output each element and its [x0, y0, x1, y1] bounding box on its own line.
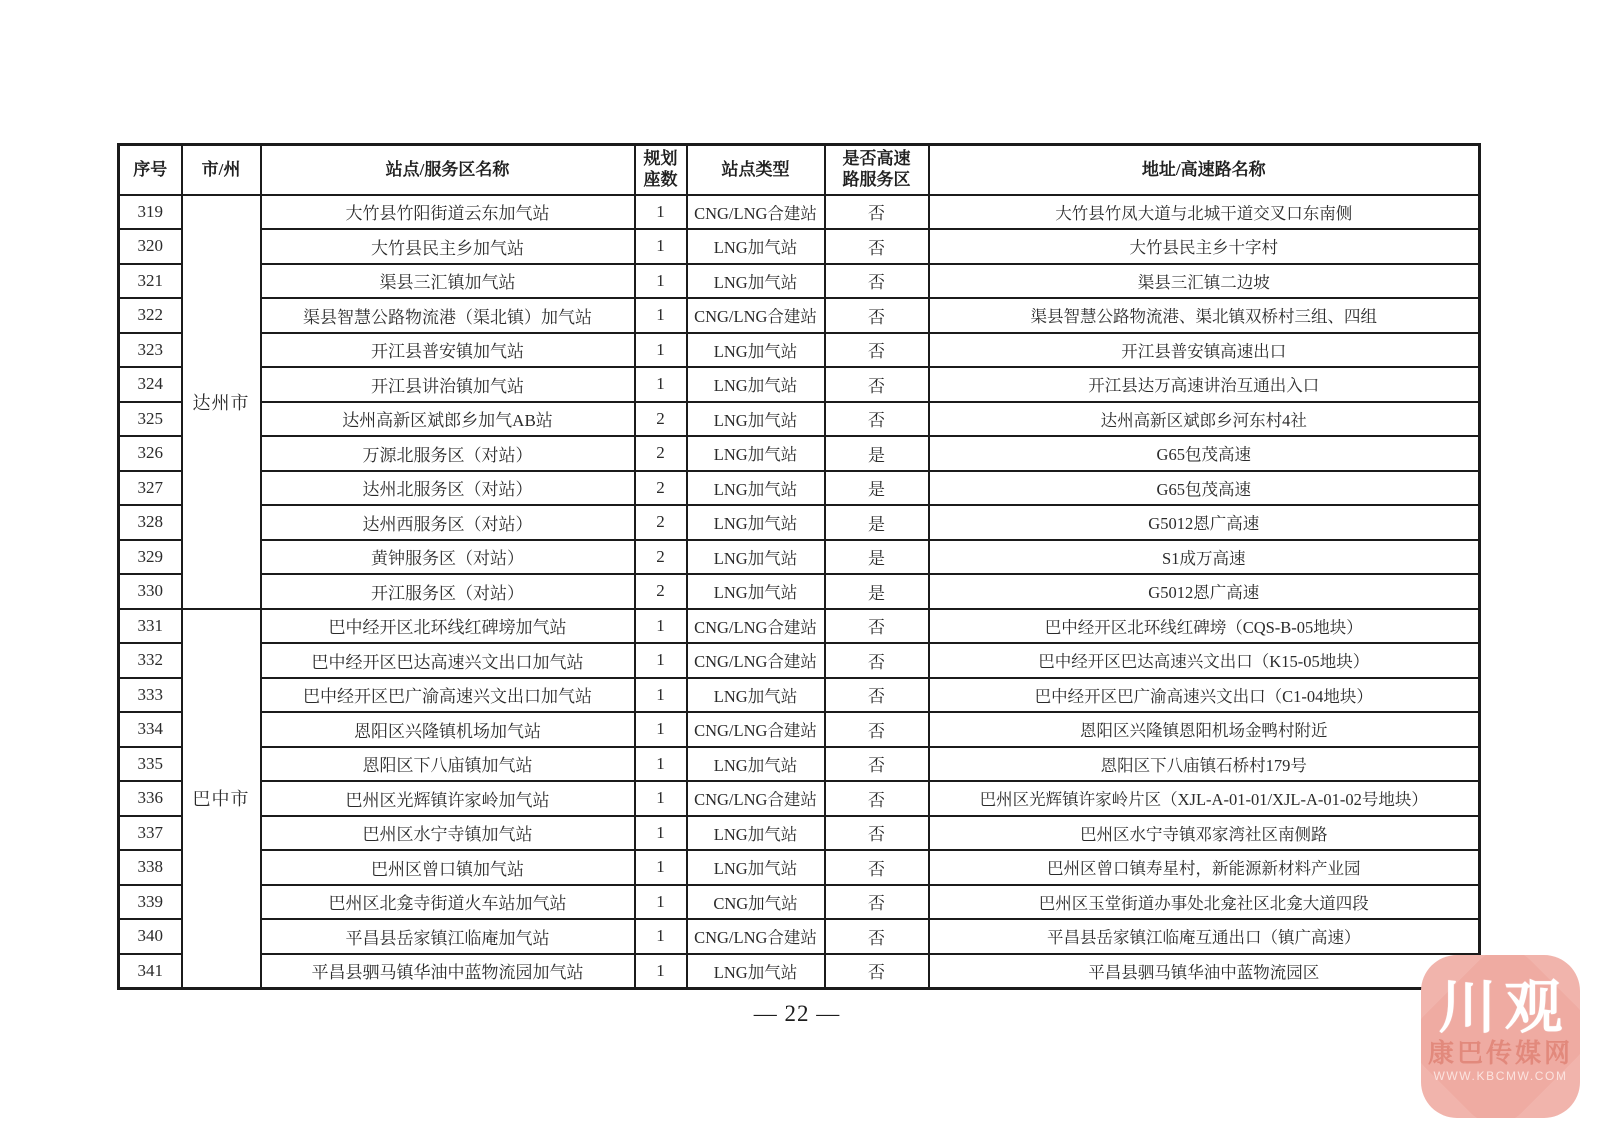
cell-address: 大竹县民主乡十字村: [929, 229, 1480, 264]
cell-station-type: LNG加气站: [687, 471, 825, 506]
cell-serial-number: 324: [119, 367, 182, 402]
header-city: 市/州: [182, 145, 261, 195]
header-highway-flag-line1: 是否高速: [842, 149, 911, 169]
cell-serial-number: 338: [119, 850, 182, 885]
cell-planned-count: 2: [635, 471, 687, 506]
cell-station-name: 巴中经开区巴广渝高速兴文出口加气站: [261, 678, 635, 713]
cell-planned-count: 2: [635, 402, 687, 437]
watermark-logo-text: 川观: [1438, 975, 1571, 1040]
cell-highway-flag: 否: [825, 609, 929, 644]
cell-highway-flag: 是: [825, 574, 929, 609]
cell-station-type: LNG加气站: [687, 436, 825, 471]
cell-address: 巴州区曾口镇寿星村，新能源新材料产业园: [929, 850, 1480, 885]
cell-highway-flag: 否: [825, 954, 929, 989]
cell-planned-count: 1: [635, 229, 687, 264]
cell-station-type: CNG/LNG合建站: [687, 712, 825, 747]
cell-serial-number: 326: [119, 436, 182, 471]
table-row: [119, 850, 1480, 885]
cell-station-name: 恩阳区下八庙镇加气站: [261, 747, 635, 782]
cell-station-name: 巴州区曾口镇加气站: [261, 850, 635, 885]
cell-planned-count: 1: [635, 678, 687, 713]
cell-highway-flag: 否: [825, 333, 929, 368]
table-row: [119, 954, 1480, 989]
cell-address: 开江县普安镇高速出口: [929, 333, 1480, 368]
watermark-subtitle: 康巴传媒网: [1427, 1039, 1573, 1068]
cell-station-name: 开江县普安镇加气站: [261, 333, 635, 368]
cell-station-type: LNG加气站: [687, 747, 825, 782]
cell-station-name: 渠县三汇镇加气站: [261, 264, 635, 299]
cell-station-name: 达州北服务区（对站）: [261, 471, 635, 506]
cell-planned-count: 1: [635, 609, 687, 644]
cell-station-type: CNG/LNG合建站: [687, 919, 825, 954]
table-row: [119, 471, 1480, 506]
cell-serial-number: 335: [119, 747, 182, 782]
table-row: [119, 436, 1480, 471]
table-row: [119, 678, 1480, 713]
cell-planned-count: 1: [635, 643, 687, 678]
table-row: [119, 885, 1480, 920]
cell-serial-number: 321: [119, 264, 182, 299]
cell-planned-count: 1: [635, 954, 687, 989]
table-row: [119, 333, 1480, 368]
table-row: [119, 505, 1480, 540]
cell-address: 大竹县竹凤大道与北城干道交叉口东南侧: [929, 195, 1480, 230]
table-row: [119, 195, 1480, 230]
cell-station-type: LNG加气站: [687, 954, 825, 989]
cell-serial-number: 333: [119, 678, 182, 713]
cell-station-type: LNG加气站: [687, 574, 825, 609]
header-planned-count-line1: 规划: [643, 149, 678, 169]
cell-address: 恩阳区下八庙镇石桥村179号: [929, 747, 1480, 782]
cell-planned-count: 2: [635, 436, 687, 471]
cell-station-name: 达州西服务区（对站）: [261, 505, 635, 540]
cell-station-type: CNG/LNG合建站: [687, 195, 825, 230]
cell-station-name: 万源北服务区（对站）: [261, 436, 635, 471]
cell-highway-flag: 否: [825, 298, 929, 333]
cell-station-name: 巴州区水宁寺镇加气站: [261, 816, 635, 851]
cell-highway-flag: 是: [825, 436, 929, 471]
cell-station-type: CNG/LNG合建站: [687, 781, 825, 816]
cell-address: G65包茂高速: [929, 436, 1480, 471]
cell-serial-number: 325: [119, 402, 182, 437]
table-row: [119, 919, 1480, 954]
cell-address: G65包茂高速: [929, 471, 1480, 506]
cell-station-name: 巴州区光辉镇许家岭加气站: [261, 781, 635, 816]
cell-highway-flag: 是: [825, 540, 929, 575]
cell-planned-count: 1: [635, 264, 687, 299]
cell-station-type: LNG加气站: [687, 850, 825, 885]
cell-planned-count: 1: [635, 885, 687, 920]
cell-serial-number: 329: [119, 540, 182, 575]
cell-station-name: 大竹县竹阳街道云东加气站: [261, 195, 635, 230]
table-row: [119, 229, 1480, 264]
table-row: [119, 781, 1480, 816]
cell-address: G5012恩广高速: [929, 505, 1480, 540]
table-row: [119, 609, 1480, 644]
cell-highway-flag: 否: [825, 264, 929, 299]
cell-highway-flag: 否: [825, 885, 929, 920]
table-row: [119, 747, 1480, 782]
cell-serial-number: 339: [119, 885, 182, 920]
cell-station-type: CNG/LNG合建站: [687, 298, 825, 333]
cell-address: 渠县智慧公路物流港、渠北镇双桥村三组、四组: [929, 298, 1480, 333]
cell-highway-flag: 否: [825, 816, 929, 851]
cell-address: 巴州区玉堂街道办事处北龛社区北龛大道四段: [929, 885, 1480, 920]
cell-address: 巴州区水宁寺镇邓家湾社区南侧路: [929, 816, 1480, 851]
gas-station-table: [117, 143, 1481, 990]
cell-planned-count: 1: [635, 333, 687, 368]
cell-station-type: CNG/LNG合建站: [687, 643, 825, 678]
table-header: [119, 145, 1480, 195]
cell-address: G5012恩广高速: [929, 574, 1480, 609]
page-number: — 22 —: [753, 1001, 841, 1026]
cell-address: S1成万高速: [929, 540, 1480, 575]
cell-station-name: 巴中经开区北环线红碑塝加气站: [261, 609, 635, 644]
header-station-type: 站点类型: [687, 145, 825, 195]
cell-serial-number: 336: [119, 781, 182, 816]
table-row: [119, 816, 1480, 851]
cell-city: 达州市: [182, 195, 261, 609]
cell-station-type: LNG加气站: [687, 540, 825, 575]
cell-address: 巴中经开区北环线红碑塝（CQS-B-05地块）: [929, 609, 1480, 644]
cell-highway-flag: 是: [825, 471, 929, 506]
cell-station-name: 平昌县岳家镇江临庵加气站: [261, 919, 635, 954]
cell-station-type: CNG/LNG合建站: [687, 609, 825, 644]
cell-planned-count: 2: [635, 574, 687, 609]
cell-planned-count: 1: [635, 850, 687, 885]
cell-address: 达州高新区斌郎乡河东村4社: [929, 402, 1480, 437]
cell-planned-count: 1: [635, 712, 687, 747]
watermark-url: WWW.KBCMW.COM: [1433, 1069, 1568, 1083]
cell-serial-number: 340: [119, 919, 182, 954]
cell-station-type: LNG加气站: [687, 264, 825, 299]
header-address: 地址/高速路名称: [929, 145, 1480, 195]
cell-serial-number: 323: [119, 333, 182, 368]
cell-station-type: LNG加气站: [687, 505, 825, 540]
cell-highway-flag: 否: [825, 712, 929, 747]
header-planned-count-line2: 座数: [643, 169, 678, 189]
cell-highway-flag: 否: [825, 229, 929, 264]
cell-planned-count: 1: [635, 195, 687, 230]
cell-station-name: 恩阳区兴隆镇机场加气站: [261, 712, 635, 747]
table-row: [119, 264, 1480, 299]
cell-station-type: CNG加气站: [687, 885, 825, 920]
cell-serial-number: 341: [119, 954, 182, 989]
cell-highway-flag: 否: [825, 919, 929, 954]
cell-highway-flag: 否: [825, 195, 929, 230]
cell-address: 平昌县驷马镇华油中蓝物流园区: [929, 954, 1480, 989]
cell-city: 巴中市: [182, 609, 261, 989]
header-highway-flag: [825, 145, 929, 195]
cell-station-name: 平昌县驷马镇华油中蓝物流园加气站: [261, 954, 635, 989]
cell-station-type: LNG加气站: [687, 229, 825, 264]
cell-address: 恩阳区兴隆镇恩阳机场金鸭村附近: [929, 712, 1480, 747]
table-row: [119, 298, 1480, 333]
cell-highway-flag: 是: [825, 505, 929, 540]
cell-station-name: 大竹县民主乡加气站: [261, 229, 635, 264]
cell-planned-count: 1: [635, 781, 687, 816]
cell-station-name: 渠县智慧公路物流港（渠北镇）加气站: [261, 298, 635, 333]
cell-serial-number: 322: [119, 298, 182, 333]
cell-station-name: 达州高新区斌郎乡加气AB站: [261, 402, 635, 437]
cell-serial-number: 332: [119, 643, 182, 678]
cell-serial-number: 319: [119, 195, 182, 230]
cell-serial-number: 328: [119, 505, 182, 540]
cell-address: 平昌县岳家镇江临庵互通出口（镇广高速）: [929, 919, 1480, 954]
table-row: [119, 540, 1480, 575]
cell-address: 巴州区光辉镇许家岭片区（XJL-A-01-01/XJL-A-01-02号地块）: [929, 781, 1480, 816]
cell-highway-flag: 否: [825, 747, 929, 782]
cell-station-name: 巴中经开区巴达高速兴文出口加气站: [261, 643, 635, 678]
cell-address: 开江县达万高速讲治互通出入口: [929, 367, 1480, 402]
cell-serial-number: 320: [119, 229, 182, 264]
table-body: [119, 195, 1480, 989]
cell-address: 渠县三汇镇二边坡: [929, 264, 1480, 299]
cell-planned-count: 1: [635, 298, 687, 333]
cell-planned-count: 2: [635, 540, 687, 575]
cell-serial-number: 337: [119, 816, 182, 851]
watermark: [1421, 955, 1580, 1118]
table-row: [119, 402, 1480, 437]
table-header-row: [119, 145, 1480, 195]
cell-planned-count: 1: [635, 816, 687, 851]
cell-highway-flag: 否: [825, 367, 929, 402]
cell-planned-count: 2: [635, 505, 687, 540]
cell-highway-flag: 否: [825, 678, 929, 713]
header-highway-flag-line2: 路服务区: [842, 169, 911, 189]
cell-station-name: 黄钟服务区（对站）: [261, 540, 635, 575]
cell-address: 巴中经开区巴达高速兴文出口（K15-05地块）: [929, 643, 1480, 678]
cell-serial-number: 334: [119, 712, 182, 747]
cell-station-name: 巴州区北龛寺街道火车站加气站: [261, 885, 635, 920]
cell-planned-count: 1: [635, 919, 687, 954]
cell-station-type: LNG加气站: [687, 402, 825, 437]
table-row: [119, 367, 1480, 402]
header-station-name: 站点/服务区名称: [261, 145, 635, 195]
cell-highway-flag: 否: [825, 850, 929, 885]
cell-station-name: 开江县讲治镇加气站: [261, 367, 635, 402]
cell-station-type: LNG加气站: [687, 333, 825, 368]
cell-address: 巴中经开区巴广渝高速兴文出口（C1-04地块）: [929, 678, 1480, 713]
cell-planned-count: 1: [635, 367, 687, 402]
cell-station-name: 开江服务区（对站）: [261, 574, 635, 609]
cell-station-type: LNG加气站: [687, 367, 825, 402]
cell-station-type: LNG加气站: [687, 678, 825, 713]
table-row: [119, 574, 1480, 609]
cell-serial-number: 327: [119, 471, 182, 506]
cell-highway-flag: 否: [825, 643, 929, 678]
header-planned-count: [635, 145, 687, 195]
cell-highway-flag: 否: [825, 402, 929, 437]
cell-serial-number: 330: [119, 574, 182, 609]
cell-highway-flag: 否: [825, 781, 929, 816]
table-row: [119, 712, 1480, 747]
cell-serial-number: 331: [119, 609, 182, 644]
cell-station-type: LNG加气站: [687, 816, 825, 851]
cell-planned-count: 1: [635, 747, 687, 782]
table-row: [119, 643, 1480, 678]
header-serial-number: 序号: [119, 145, 182, 195]
